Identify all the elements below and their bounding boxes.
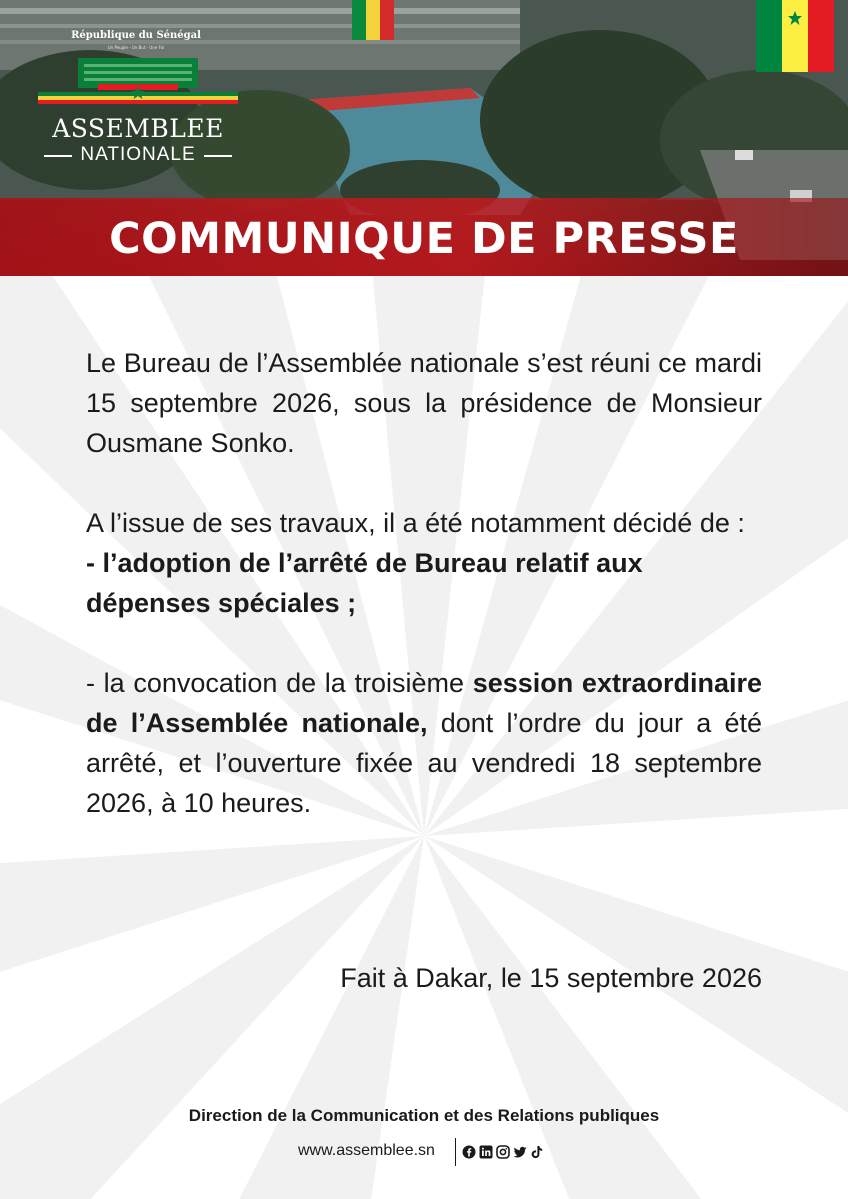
paragraph-decisions bbox=[86, 503, 762, 623]
header-banner bbox=[0, 0, 848, 276]
paragraph-meeting: Le Bureau de l’Assemblée nationale s’est réuni ce mardi 15 septembre 2026, sous la présidence de Monsieur Ousmane Sonko. bbox=[86, 348, 762, 458]
social-icons bbox=[462, 1144, 544, 1160]
decisions-intro: A l’issue de ses travaux, il a été notamment décidé de : bbox=[86, 508, 745, 538]
national-motto: Un Peuple - Un But - Une Foi bbox=[107, 45, 165, 50]
assembly-logo bbox=[36, 28, 240, 168]
institution-name: ASSEMBLEE bbox=[52, 114, 224, 143]
country-name: République du Sénégal bbox=[71, 30, 201, 41]
footer-divider bbox=[455, 1138, 456, 1166]
flag-star-icon bbox=[787, 10, 803, 26]
footer-department: Direction de la Communication et des Relations publiques bbox=[188, 1106, 660, 1125]
paragraph-convocation bbox=[86, 663, 762, 823]
facebook-icon[interactable] bbox=[462, 1144, 476, 1158]
page-title: COMMUNIQUE DE PRESSE bbox=[109, 214, 739, 264]
assembly-building-icon bbox=[38, 54, 238, 112]
decision-item-adoption: - l’adoption de l’arrêté de Bureau relatif aux dépenses spéciales ; bbox=[86, 548, 643, 618]
convocation-text-end: dont l’ordre du jour a été arrêté, et l’ouverture fixée au vendredi 18 septembre 2026, à 10 heures. bbox=[86, 708, 762, 818]
website-link[interactable]: www.assemblee.sn bbox=[298, 1142, 435, 1159]
instagram-icon[interactable] bbox=[496, 1144, 510, 1158]
convocation-text-start: - la convocation de la troisième bbox=[86, 668, 473, 698]
convocation-session-name: session extraordinaire de l’Assemblée nationale, bbox=[86, 668, 762, 738]
signature-line: Fait à Dakar, le 15 septembre 2026 bbox=[340, 963, 762, 993]
linkedin-icon[interactable] bbox=[479, 1144, 493, 1158]
press-release-body bbox=[86, 343, 762, 863]
divider-right bbox=[204, 155, 232, 157]
tiktok-icon[interactable] bbox=[530, 1144, 544, 1158]
senegal-flag bbox=[756, 0, 834, 72]
institution-subtitle: NATIONALE bbox=[80, 144, 196, 165]
twitter-icon[interactable] bbox=[513, 1144, 527, 1158]
